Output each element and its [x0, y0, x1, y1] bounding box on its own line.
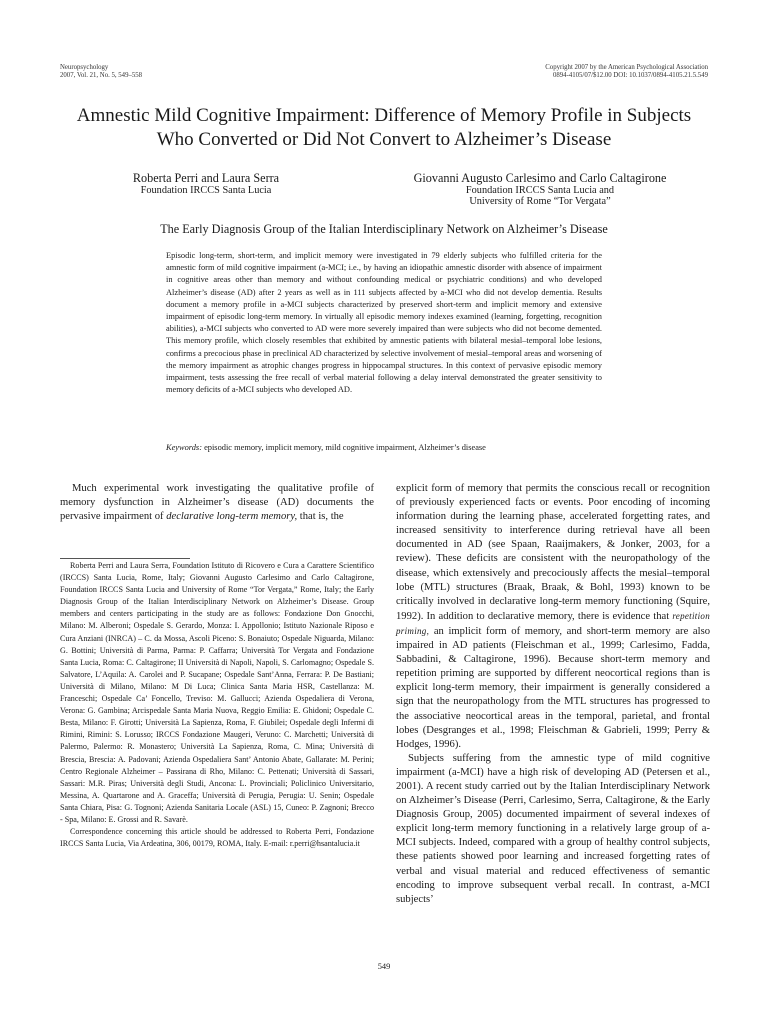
page-number: 549	[377, 962, 391, 971]
research-group: The Early Diagnosis Group of the Italian Interdisciplinary Network on Alzheimer’s Disease	[160, 222, 608, 236]
author-affiliation: Foundation IRCCS Santa Lucia	[140, 185, 272, 196]
author-block-2	[392, 172, 688, 207]
keywords-list: episodic memory, implicit memory, mild cognitive impairment, Alzheimer’s disease	[204, 443, 486, 452]
journal-volume: 2007, Vol. 21, No. 5, 549–558	[60, 72, 143, 79]
doi-line: 0894-4105/07/$12.00 DOI: 10.1037/0894-4105.21.5.549	[552, 72, 708, 79]
author-names: Roberta Perri and Laura Serra	[132, 171, 280, 185]
emphasis: declarative long-term memory,	[166, 511, 298, 523]
article-title: Amnestic Mild Cognitive Impairment: Difference of Memory Profile in Subjects Who Converted or Did Not Convert to Alzheimer’s Disease	[76, 105, 692, 150]
journal-name: Neuropsychology	[60, 64, 109, 71]
author-note	[60, 560, 374, 850]
footnote-correspondence: Correspondence concerning this article should be addressed to Roberta Perri, Fondazione IRCCS Santa Lucia, Via Ardeatina, 306, 00179, ROMA, Italy. E-mail: r.perri@hsantalucia.it	[60, 827, 374, 849]
author-block-1	[96, 172, 316, 196]
paragraph: explicit form of memory that permits the conscious recall or recognition of previously experienced facts or events. Poor encoding of incoming information during the learning phase, accelerated forgetting rates, and increased sensitivity to interference during retrieval have all been documented in AD (see Spaan, Raaijmakers, & Jonker, 2003, for a review). These deficits are consistent with the neuropathology of the disease, which extensively and precociously affects the mesial–temporal lobe (MTL) structures (Braak, Braak, & Bohl, 1993) known to be critically involved in declarative long-term memory functioning (Squire, 1992). In addition to declarative memory, there is evidence that repetition priming, an implicit form of memory, and short-term memory are also impaired in AD patients (Fleischman et al., 1999; Carlesimo, Fadda, Sabbadini, & Caltagirone, 1996). Because short-term memory and repetition priming are supported by different neocortical regions than is explicit long-term memory, their impairment is generally considered a sign that the neuropathology from the MTL structures has progressed to the associative neocortical areas in the temporal, parietal, and frontal lobes (Desgranges et al., 1998; Fleischman & Gabrieli, 1999; Perry & Hodges, 1996).	[396, 483, 710, 750]
running-header-left	[60, 64, 142, 80]
emphasis: repetition priming,	[396, 610, 710, 636]
copyright-line: Copyright 2007 by the American Psychological Association	[545, 64, 708, 71]
running-header-right	[545, 64, 708, 80]
keywords	[166, 442, 602, 454]
keywords-label: Keywords:	[166, 443, 202, 452]
author-affiliation: University of Rome “Tor Vergata”	[469, 196, 611, 207]
paragraph: Subjects suffering from the amnestic type of mild cognitive impairment (a-MCI) have a high risk of developing AD (Petersen et al., 2001). A recent study carried out by the Italian Interdisciplinary Network on Alzheimer’s Disease (Perri, Carlesimo, Serra, Caltagirone, & the Early Diagnosis Group, 2005) documented impairment of several indexes of explicit long-term memory functioning in a relatively large group of a-MCI subjects. Indeed, compared with a group of healthy control subjects, these patients showed poor learning and increased forgetting rates of verbal and visual material and reduced effectiveness of semantic encoding to improve subsequent verbal recall. In contrast, a-MCI subjects’	[396, 752, 710, 905]
body-column-left	[60, 482, 374, 524]
body-column-right	[396, 482, 710, 907]
author-affiliation: Foundation IRCCS Santa Lucia and	[465, 185, 615, 196]
footnote-rule	[60, 558, 190, 559]
paragraph: Much experimental work investigating the qualitative profile of memory dysfunction in Alzheimer’s disease (AD) documents the pervasive impairment of declarative long-term memory, that is, the	[60, 483, 374, 523]
footnote-affiliations: Roberta Perri and Laura Serra, Foundation Istituto di Ricovero e Cura a Carattere Scientifico (IRCCS) Santa Lucia, Rome, Italy; Giovanni Augusto Carlesimo and Carlo Caltagirone, Foundation IRCCS Santa Lucia and University of Rome “Tor Vergata,” Rome, Italy; the Early Diagnosis Group of the Italian Interdisciplinary Network on Alzheimer’s Disease. Group members and centers participating in the study are as follows: Fondazione Don Gnocchi, Milano: M. Alberoni; Ospedale S. Gerardo, Monza: I. Appollonio; Istituto Nazionale Riposo e Cura Anziani (INRCA) – C. da Mossa, Ascoli Piceno: S. Bonaiuto; Ospedale Niguarda, Milano: G. Bottini; Università di Parma, Parma: P. Caffarra; Università Tor Vergata and Fondazione Santa Lucia, Roma: C. Caltagirone; II Università di Napoli, Napoli, S. Carlomagno; Ospedale S. Salvatore, L’Aquila: A. Carolei and P. Sucapane; Ospedale Sant’Anna, Ferrara: P. De Bastiani; Università di Milano, Milano: M Di Luca; Clinica Santa Maria HSR, Castellanza: M. Franceschi; Ospedale Ca’ Foncello, Treviso: M. Gallucci; Azienda Ospedaliera di Verona, Verona: G. Gambina; Arcispedale Santa Maria Nuova, Reggio Emilia: E. Ghidoni; Ospedale C. Besta, Milano: F. Girotti; Università La Sapienza, Roma, F. Giubilei; Ospedale degli Infermi di Rimini, Rimini: S. Lorusso; IRCCS Fondazione Maugeri, Veruno: C. Marchetti; Università di Palermo, Palermo: R. Monastero; Università La Sapienza, Roma, C. Mina; Università di Brescia, Brescia: A. Padovani; Azienda Ospedaliera Sant’ Antonio Abate, Gallarate: M. Perini; Centro Regionale Alzheimer – Passirana di Rho, Milano: C. Pettenati; Università di Sassari, Sassari: M.R. Piras; Università degli Studi, Ancona: L. Provinciali; Policlinico Universitario, Messina, A. Quartarone and A. Graceffa; Università di Perugia, Perugia: U. Senin; Ospedale Santa Chiara, Pisa: G. Tognoni; Azienda Sanitaria Locale (ASL) 15, Cuneo: P. Zagnoni; Brecco - Spa, Milano: E. Grossi and R. Savarè.	[60, 561, 374, 824]
abstract: Episodic long-term, short-term, and implicit memory were investigated in 79 elderly subjects who fulfilled criteria for the amnestic form of mild cognitive impairment (a-MCI; i.e., by having an idiopathic amnestic disorder with absence of impairment in cognitive areas other than memory and without confounding medical or psychiatric conditions) and who developed Alzheimer’s disease (AD) after 2 years as well as in 111 subjects affected by a-MCI who did not develop dementia. Results document a memory profile in a-MCI subjects characterized by preserved short-term and implicit memory and extensive impairment of episodic long-term memory. In virtually all episodic memory indexes examined (learning, forgetting, recognition abilities), a-MCI subjects who converted to AD were more severely impaired than were subjects who did not become demented. This memory profile, which closely resembles that exhibited by amnestic patients with bilateral mesial–temporal lobe lesions, confirms a precocious phase in preclinical AD characterized by selective involvement of mesial–temporal areas and worsening of the memory impairment as atrophic changes progress in hippocampal structures. In this context of pervasive episodic memory impairment, tests assessing the free recall of verbal material following a delay interval demonstrated the greater sensitivity to memory deficits of a-MCI subjects who developed AD.	[166, 251, 602, 395]
author-names: Giovanni Augusto Carlesimo and Carlo Caltagirone	[413, 171, 667, 185]
